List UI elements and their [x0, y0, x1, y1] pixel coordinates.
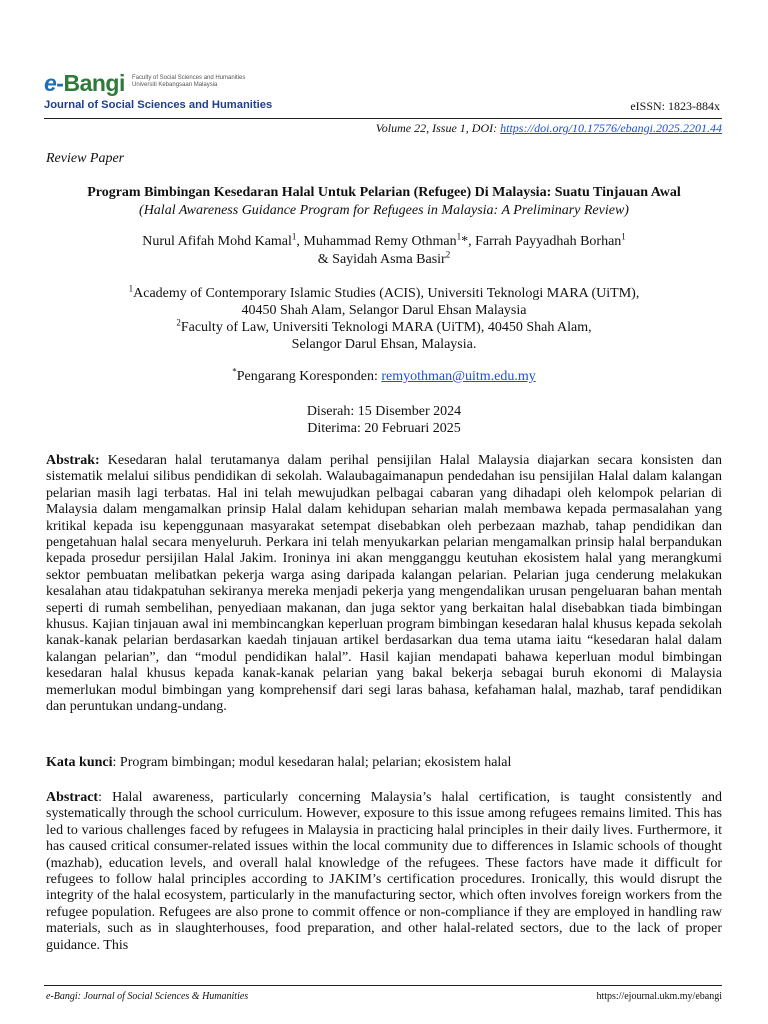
affiliation-sup: 1	[128, 283, 134, 294]
abstract-paragraph	[46, 790, 722, 954]
affiliation-sup: 2	[176, 317, 181, 328]
kata-kunci-paragraph	[46, 755, 722, 771]
affiliations	[46, 285, 722, 353]
paper-title: Program Bimbingan Kesedaran Halal Untuk Pelarian (Refugee) Di Malaysia: Suatu Tinjauan Awal	[87, 185, 681, 200]
corresponding-sup: *	[232, 366, 237, 377]
affiliation-1-line-2: 40450 Shah Alam, Selangor Darul Ehsan Malaysia	[241, 303, 527, 318]
volume-prefix: Volume 22, Issue 1, DOI:	[375, 121, 501, 135]
author-affil-sup: 2	[445, 249, 451, 260]
abstrak-text: Kesedaran halal terutamanya dalam perihal pensijilan Halal Malaysia diajarkan secara konsisten dan sistematik melalui silibus pendidikan di sekolah. Walaubagaimanapun pendedahan isu pensijilan Halal dalam kalangan pelarian masih lagi terbatas. Hal ini telah mewujudkan pelbagai cabaran yang dihadapi oleh kelompok pelarian di Malaysia dalam mengamalkan prinsip Halal dalam kehidupan seharian malah membawa kepada permasalahan yang kritikal kepada isu kepenggunaan masyarakat setempat disebabkan oleh perbezaan mazhab, tahap pendidikan dan pengetahuan halal secara menyeluruh. Perkara ini telah menyukarkan pelarian mengamalkan prinsip halal berpandukan kepada prosedur persijilan Halal Jakim. Ironinya ini akan mengganggu keutuhan ekosistem halal yang merangkumi sektor pembuatan melibatkan pekerja warga asing daripada kalangan pelarian. Pelarian juga cenderung melakukan kesalahan atau tidakpatuhan sekiranya mereka menjadi pekerja yang mengendalikan urusan pengeluaran bahan mentah seperti di rumah sembelihan, penyediaan makanan, dan juga sektor yang berkaitan halal disebabkan tiada bimbingan khusus. Kajian tinjauan awal ini membincangkan keperluan program bimbingan kesedaran halal khusus kepada sekolah kanak-kanak pelarian berdasarkan kaedah tinjauan artikel berdasarkan dua tema utama iaitu “kesedaran halal dalam kalangan pelarian”, dan “modul pendidikan halal”. Hasil kajian mendapati bahawa keperluan modul bimbingan kesedaran halal khusus kepada kanak-kanak pelarian yang bakal bekerja sebagai buruh ekonomi di Malaysia memerlukan modul bimbingan yang komprehensif dari segi laras bahasa, kefahaman halal, mazhab, taraf pendidikan dan peruntukan undang-undang.	[46, 453, 722, 715]
logo-faculty-block	[132, 75, 282, 89]
logo-wordmark	[44, 70, 125, 96]
abstrak-paragraph	[46, 453, 722, 716]
submitted-date: Diserah: 15 Disember 2024	[306, 404, 462, 419]
volume-info	[376, 121, 722, 136]
logo-journal-name: Journal of Social Sciences and Humanities	[44, 99, 273, 111]
logo-e: e	[44, 70, 57, 96]
logo-university: Universiti Kebangsaan Malaysia	[132, 82, 218, 88]
kata-kunci-text: : Program bimbingan; modul kesedaran halal; pelarian; ekosistem halal	[112, 755, 512, 770]
logo-dash: -	[56, 70, 64, 96]
paper-subtitle: (Halal Awareness Guidance Program for Refugees in Malaysia: A Preliminary Review)	[139, 203, 629, 218]
affiliation-1-line-1	[46, 285, 722, 302]
affiliation-text: Academy of Contemporary Islamic Studies (ACIS), Universiti Teknologi MARA (UiTM),	[133, 286, 640, 301]
footer-url[interactable]: https://ejournal.ukm.my/ebangi	[596, 991, 722, 1002]
abstract-label: Abstract	[46, 790, 99, 805]
footer-journal: e-Bangi: Journal of Social Sciences & Humanities	[46, 991, 249, 1002]
author-name: Muhammad Remy Othman	[303, 234, 457, 249]
paper-type: Review Paper	[46, 151, 125, 166]
author-name: Nurul Afifah Mohd Kamal	[142, 234, 292, 249]
doi-link[interactable]: https://doi.org/10.17576/ebangi.2025.2201.44	[500, 121, 722, 135]
header-rule	[44, 118, 722, 119]
author-separator: ,	[468, 234, 476, 249]
corresponding-star: *	[461, 234, 469, 249]
author-affil-sup: 1	[291, 231, 297, 242]
author-name: & Sayidah Asma Basir	[317, 252, 446, 267]
abstrak-label: Abstrak:	[46, 453, 100, 468]
kata-kunci-label: Kata kunci	[46, 755, 113, 770]
affiliation-2-line-1	[46, 319, 722, 336]
eissn: eISSN: 1823-884x	[630, 99, 720, 113]
logo-faculty: Faculty of Social Sciences and Humanities	[132, 75, 246, 81]
author-name: Farrah Payyadhah Borhan	[475, 234, 622, 249]
logo-bangi: Bangi	[63, 70, 125, 96]
corresponding-email-link[interactable]: remyothman@uitm.edu.my	[381, 369, 536, 384]
paper-dates	[46, 403, 722, 437]
journal-logo	[44, 70, 274, 118]
affiliation-text: Faculty of Law, Universiti Teknologi MARA (UiTM), 40450 Shah Alam,	[180, 320, 592, 335]
accepted-date: Diterima: 20 Februari 2025	[307, 421, 461, 436]
author-line-1	[46, 233, 722, 251]
corresponding-author	[46, 366, 722, 385]
footer-rule	[44, 985, 722, 986]
abstract-text: : Halal awareness, particularly concerning Malaysia’s halal certification, is taught consistently and systematically through the school curriculum. However, exposure to this issue among refugees remains limited. This has led to various challenges faced by refugees in Malaysia in practicing halal principles in their daily lives. Furthermore, it has caused critical consumer-related issues within the local community due to differences in Islamic schools of thought (mazhab), education levels, and overall halal knowledge of the refugees. These factors have made it difficult for refugees to follow halal principles according to JAKIM’s certification procedures. Ironically, this would disrupt the integrity of the halal ecosystem, particularly in the manufacturing sector, which often involves foreign workers from the refugee population. Refugees are also prone to commit offence or non-compliance if they are employed in handling raw materials, such as in slaughterhouses, food preparation, and other halal-related sectors, due to the lack of proper guidance. This	[46, 790, 722, 953]
corresponding-label: Pengarang Koresponden:	[236, 369, 382, 384]
author-affil-sup: 1	[621, 231, 626, 242]
affiliation-2-line-2: Selangor Darul Ehsan, Malaysia.	[291, 337, 477, 352]
author-list	[46, 233, 722, 269]
author-line-2	[46, 251, 722, 269]
author-separator: ,	[296, 234, 304, 249]
author-affil-sup: 1	[456, 231, 462, 242]
